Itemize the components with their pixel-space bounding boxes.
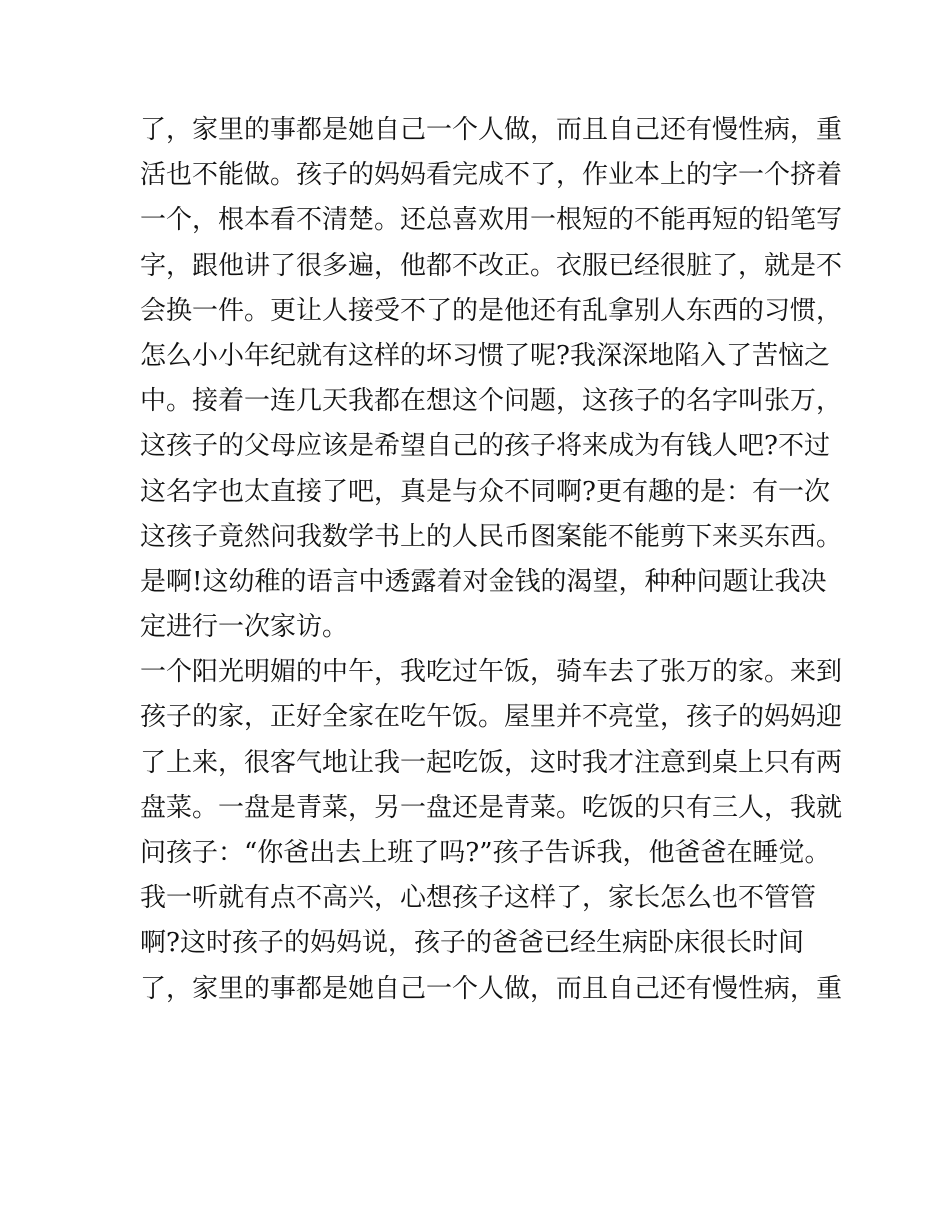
text-line: 一个阳光明媚的中午，我吃过午饭，骑车去了张万的家。来到 [140,657,843,688]
text-line: 会换一件。更让人接受不了的是他还有乱拿别人东西的习惯， [140,295,843,326]
text-line: 一个，根本看不清楚。还总喜欢用一根短的不能再短的铅笔写 [140,205,843,236]
text-line: 是啊!这幼稚的语言中透露着对金钱的渴望，种种问题让我决 [140,566,827,597]
text-line: 这孩子的父母应该是希望自己的孩子将来成为有钱人吧?不过 [140,431,830,462]
text-line: 怎么小小年纪就有这样的坏习惯了呢?我深深地陷入了苦恼之 [140,340,830,371]
text-line: 这孩子竟然问我数学书上的人民币图案能不能剪下来买东西。 [140,521,843,552]
text-line: 问孩子：“你爸出去上班了吗?”孩子告诉我，他爸爸在睡觉。 [140,838,831,868]
text-line: 啊?这时孩子的妈妈说，孩子的爸爸已经生病卧床很长时间 [140,928,804,959]
text-line: 了，家里的事都是她自己一个人做，而且自己还有慢性病，重 [140,115,843,145]
text-line: 这名字也太直接了吧，真是与众不同啊?更有趣的是：有一次 [140,476,830,507]
text-line: 字，跟他讲了很多遍，他都不改正。衣服已经很脏了，就是不 [140,250,843,281]
text-line: 了上来，很客气地让我一起吃饭，这时我才注意到桌上只有两 [140,747,843,778]
text-line: 了，家里的事都是她自己一个人做，而且自己还有慢性病，重 [140,973,843,1004]
text-line: 我一听就有点不高兴，心想孩子这样了，家长怎么也不管管 [140,883,817,914]
text-line: 定进行一次家访。 [140,612,349,643]
text-line: 中。接着一连几天我都在想这个问题，这孩子的名字叫张万， [140,386,843,417]
text-line: 活也不能做。孩子的妈妈看完成不了，作业本上的字一个挤着 [140,160,843,191]
text-line: 孩子的家，正好全家在吃午饭。屋里并不亮堂，孩子的妈妈迎 [140,702,843,733]
body-text [140,108,843,1012]
text-line: 盘菜。一盘是青菜，另一盘还是青菜。吃饭的只有三人，我就 [140,792,843,823]
